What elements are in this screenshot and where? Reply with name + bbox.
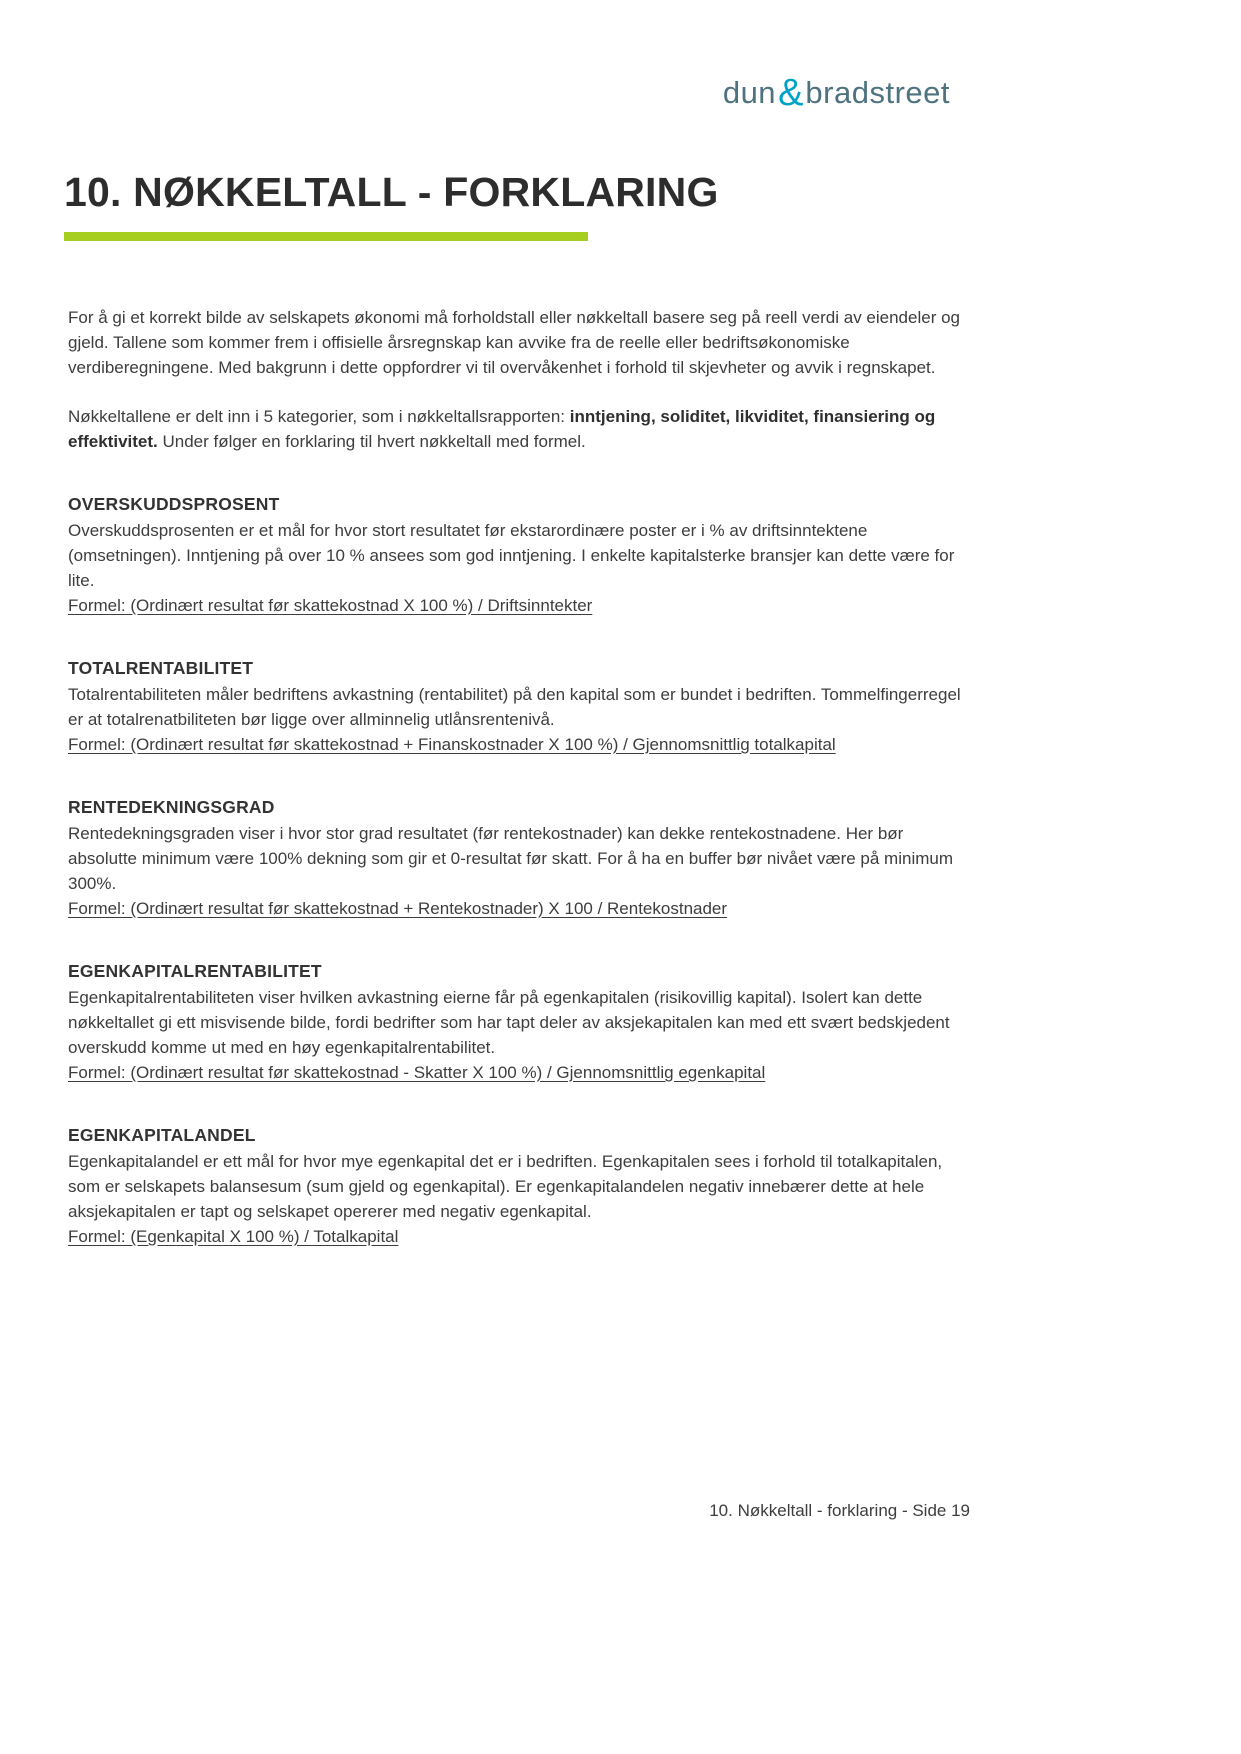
section-heading: TOTALRENTABILITET (68, 658, 254, 678)
section-overskuddsprosent (68, 492, 970, 618)
logo-word-bradstreet: bradstreet (805, 75, 950, 110)
section-totalrentabilitet (68, 656, 970, 757)
section-heading: RENTEDEKNINGSGRAD (68, 797, 275, 817)
document-content (68, 305, 970, 1249)
section-body: Rentedekningsgraden viser i hvor stor grad resultatet (før rentekostnader) kan dekke rentekostnadene. Her bør absolutte minimum være 100% dekning som gir et 0-resultat før skatt. For å ha en buffer bør nivået være på minimum 300%. (68, 824, 953, 893)
logo-word-dun: dun (722, 75, 777, 110)
intro-paragraph-2 (68, 404, 970, 454)
section-egenkapitalandel (68, 1123, 970, 1249)
section-heading: EGENKAPITALRENTABILITET (68, 961, 322, 981)
section-formula: Formel: (Egenkapital X 100 %) / Totalkapital (68, 1227, 399, 1246)
section-formula: Formel: (Ordinært resultat før skattekostnad X 100 %) / Driftsinntekter (68, 596, 593, 615)
page-title: 10. NØKKELTALL - FORKLARING (64, 169, 719, 215)
page-footer: 10. Nøkkeltall - forklaring - Side 19 (709, 1501, 970, 1520)
section-formula: Formel: (Ordinært resultat før skattekostnad + Finanskostnader X 100 %) / Gjennomsnittlig totalkapital (68, 735, 836, 754)
title-block (64, 170, 719, 241)
section-body: Totalrentabiliteten måler bedriftens avkastning (rentabilitet) på den kapital som er bundet i bedriften. Tommelfingerregel er at totalrenatbiliteten bør ligge over allminnelig utlånsrentenivå. (68, 685, 961, 729)
title-accent-rule (64, 232, 588, 241)
section-body: Egenkapitalandel er ett mål for hvor mye egenkapital det er i bedriften. Egenkapitalen sees i forhold til totalkapitalen, som er selskapets balansesum (sum gjeld og egenkapital). Er egenkapitalandelen negativ innebærer dette at hele aksjekapitalen er tapt og selskapet opererer med negativ egenkapital. (68, 1152, 943, 1221)
section-formula: Formel: (Ordinært resultat før skattekostnad + Rentekostnader) X 100 / Rentekostnader (68, 899, 728, 918)
intro-p2-text: Nøkkeltallene er delt inn i 5 kategorier, som i nøkkeltallsrapporten: (68, 407, 570, 426)
dun-bradstreet-logo (723, 70, 950, 113)
intro-paragraph-1: For å gi et korrekt bilde av selskapets økonomi må forholdstall eller nøkkeltall basere seg på reell verdi av eiendeler og gjeld. Tallene som kommer frem i offisielle årsregnskap kan avvike fra de reelle eller bedriftsøkonomiske verdiberegningene. Med bakgrunn i dette oppfordrer vi til overvåkenhet i forhold til skjevheter og avvik i regnskapet. (68, 308, 960, 377)
section-egenkapitalrentabilitet (68, 959, 970, 1085)
section-body: Overskuddsprosenten er et mål for hvor stort resultatet før ekstarordinære poster er i % av driftsinntektene (omsetningen). Inntjening på over 10 % ansees som god inntjening. I enkelte kapitalsterke bransjer kan dette være for lite. (68, 521, 955, 590)
section-heading: OVERSKUDDSPROSENT (68, 494, 280, 514)
section-formula: Formel: (Ordinært resultat før skattekostnad - Skatter X 100 %) / Gjennomsnittlig egenkapital (68, 1063, 766, 1082)
intro-p2-categories-bold: inntjening, soliditet, likviditet, finansiering og effektivitet. (68, 407, 936, 451)
intro-p2-rest: Under følger en forklaring til hvert nøkkeltall med formel. (157, 432, 586, 451)
section-rentedekningsgrad (68, 795, 970, 921)
logo-ampersand-icon: & (778, 72, 804, 114)
section-body: Egenkapitalrentabiliteten viser hvilken avkastning eierne får på egenkapitalen (risikovillig kapital). Isolert kan dette nøkkeltallet gi ett misvisende bilde, fordi bedrifter som har tapt deler av aksjekapitalen kan med ett svært bedskjedent overskudd komme ut med en høy egenkapitalrentabilitet. (68, 988, 950, 1057)
section-heading: EGENKAPITALANDEL (68, 1125, 256, 1145)
